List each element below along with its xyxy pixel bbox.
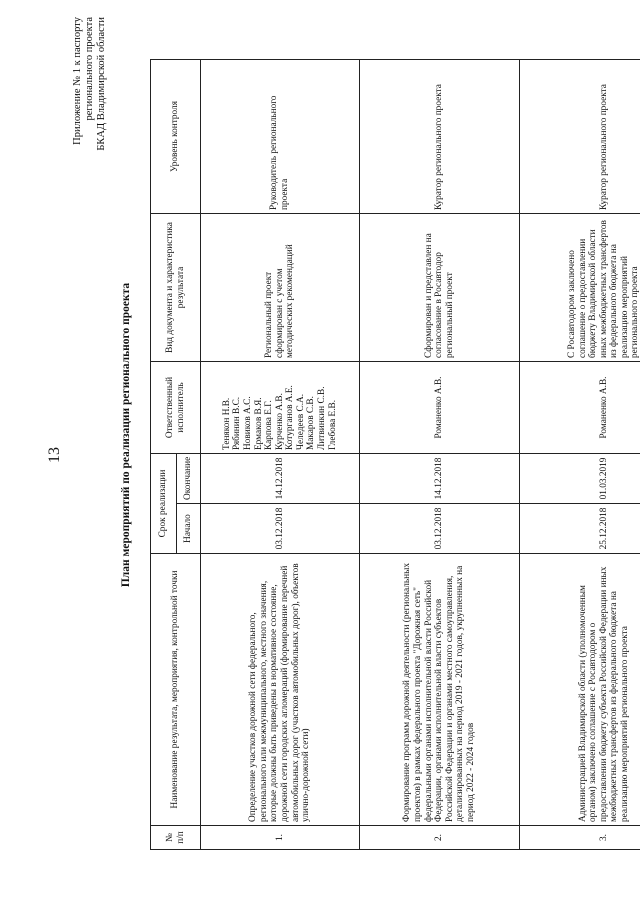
header-start: Начало bbox=[177, 504, 201, 554]
row-number: 3. bbox=[520, 826, 640, 850]
row-end: 14.12.2018 bbox=[360, 454, 520, 504]
header-period: Срок реализации bbox=[151, 454, 177, 554]
row-responsible: Романенко А.В. bbox=[520, 362, 640, 454]
row-document: С Росавтодором заключено соглашение о предоставлении бюджету Владимирской области иных межбюджетных трансфертов из федерального бюджета на реализацию мероприятий регионального проекта bbox=[520, 214, 640, 362]
row-start: 03.12.2018 bbox=[201, 504, 360, 554]
row-responsible: Романенко А.В. bbox=[360, 362, 520, 454]
row-control: Руководитель регионального проекта bbox=[201, 60, 360, 214]
page-number: 13 bbox=[46, 447, 63, 463]
row-document: Сформирован и представлен на согласование в Росавтодор региональный проект bbox=[360, 214, 520, 362]
header-document: Вид документа и характеристика результата bbox=[151, 214, 201, 362]
row-end: 01.03.2019 bbox=[520, 454, 640, 504]
row-control: Куратор регионального проекта bbox=[520, 60, 640, 214]
row-name: Формирование программ дорожной деятельности (региональных проектов) в рамках федерального проекта "Дорожная сеть" федеральными органами исполнительной власти Российской Федерации, органами исполнительной власти субъектов Российской Федерации и органами местного самоуправления, детализированных на период 2019 - 2021 годов, укрупненных на период 2022 - 2024 годов bbox=[360, 554, 520, 826]
row-control: Куратор регионального проекта bbox=[360, 60, 520, 214]
header-responsible: Ответственный исполнитель bbox=[151, 362, 201, 454]
plan-title: План мероприятий по реализации регионального проекта bbox=[120, 282, 132, 588]
table-row bbox=[201, 60, 360, 850]
header-name: Наименование результата, мероприятия, контрольной точки bbox=[151, 554, 201, 826]
row-responsible: Тенякон Н.В. Рябинин В.С. Новиков А.С. Ермаков В.Я. Карпова Е.Г. Курченко А.В. Котурганов А.Е. Челедеев С.А. Макаров С.В. Литвинкин С.В. Глебова Е.В. bbox=[201, 362, 360, 454]
header-control: Уровень контроля bbox=[151, 60, 201, 214]
row-start: 03.12.2018 bbox=[360, 504, 520, 554]
plan-table bbox=[150, 59, 640, 850]
header-end: Окончание bbox=[177, 454, 201, 504]
table-row bbox=[520, 60, 640, 850]
row-number: 2. bbox=[360, 826, 520, 850]
appendix-note: Приложение № 1 к паспорту регионального проекта БКАД Владимирской области bbox=[72, 17, 107, 151]
row-name: Администрацией Владимирской области (уполномоченным органом) заключено соглашение с Росавтодором о предоставлении бюджету субъекта Российской Федерации иных межбюджетных трансфертов из федерального бюджета на реализацию мероприятий регионального проекта bbox=[520, 554, 640, 826]
row-name: Определение участков дорожной сети федерального, регионального или межмуниципального, местного значения, которые должны быть приведены в нормативное состояние, дорожной сети городских агломераций (формирование перечней автомобильных дорог (участков автомобильных дорог), объектов улично-дорожной сети) bbox=[201, 554, 360, 826]
row-document: Региональный проект сформирован с учетом методических рекомендаций bbox=[201, 214, 360, 362]
row-start: 25.12.2018 bbox=[520, 504, 640, 554]
table-row bbox=[360, 60, 520, 850]
row-end: 14.12.2018 bbox=[201, 454, 360, 504]
header-num: № п/п bbox=[151, 826, 201, 850]
row-number: 1. bbox=[201, 826, 360, 850]
